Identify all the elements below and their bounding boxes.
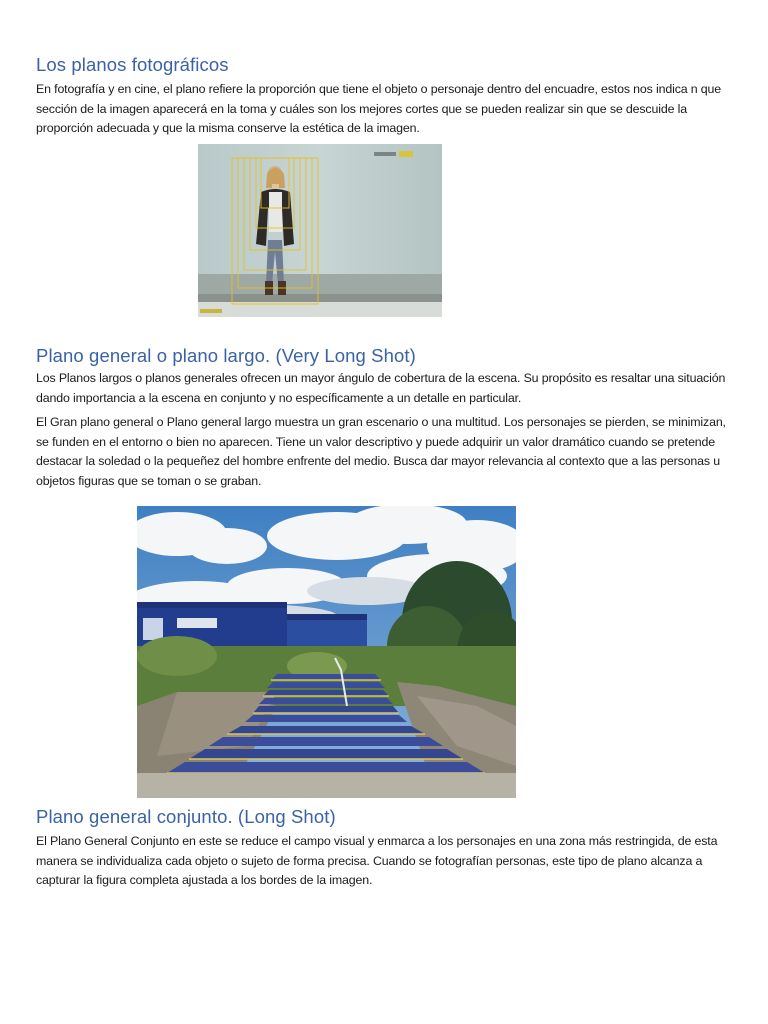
plano-general-paragraph-1: Los Planos largos o planos generales ofrecen un mayor ángulo de cobertura de la escena. Su propósito es resaltar una situación dando importancia a la escena en conjunto y no específicamente a un detalle en particular.	[36, 371, 726, 405]
intro-paragraph: En fotografía y en cine, el plano refiere la proporción que tiene el objeto o personaje dentro del encuadre, estos nos indica n que sección de la imagen aparecerá en la toma y cuáles son los mejores cortes que se pueden realizar sin que se descuide la proporción adecuada y que la misma conserve la estética de la imagen.	[36, 82, 722, 135]
section-heading-plano-general: Plano general o plano largo. (Very Long Shot)	[36, 345, 416, 366]
section-heading-plano-conjunto: Plano general conjunto. (Long Shot)	[36, 806, 336, 827]
woman-standing-photo	[198, 144, 442, 317]
campus-staircase-photo	[137, 506, 516, 798]
section-heading-planos: Los planos fotográficos	[36, 54, 229, 75]
plano-general-paragraph-2: El Gran plano general o Plano general largo muestra un gran escenario o una multitud. Los personajes se pierden, se minimizan, se funden en el entorno o bien no aparecen. Tiene un valor descriptivo y puede adquirir un valor dramático cuando se pretende destacar la soledad o la pequeñez del hombre enfrente del medio. Busca dar mayor relevancia al contexto que a las personas u objetos figuras que se toman o se graban.	[36, 415, 726, 488]
plano-conjunto-paragraph: El Plano General Conjunto en este se reduce el campo visual y enmarca a los personajes en una zona más restringida, de esta manera se individualiza cada objeto o sujeto de forma precisa. Cuando se fotografían personas, este tipo de plano alcanza a capturar la figura completa ajustada a los bordes de la imagen.	[36, 834, 718, 887]
